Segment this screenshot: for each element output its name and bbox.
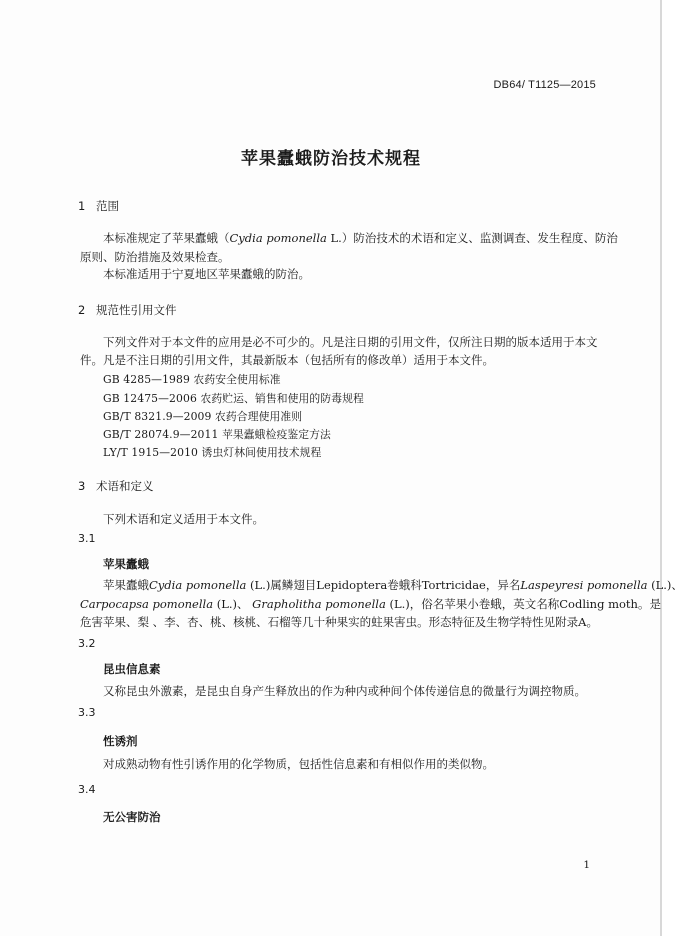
species-name: Cydia pomonella xyxy=(149,578,247,592)
text-span: 本标准规定了苹果蠹蛾（ xyxy=(103,231,230,245)
page-number: 1 xyxy=(583,859,590,871)
text-span: L.）防治技术的术语和定义、监测调查、发生程度、防治 xyxy=(326,231,618,245)
term-3-1-def-line2 xyxy=(80,595,661,614)
term-title: 苹果蠹蛾 xyxy=(103,557,149,571)
normative-intro-line1: 下列文件对于本文件的应用是必不可少的。凡是注日期的引用文件，仅所注日期的版本适用于本文 xyxy=(103,335,598,349)
reference-item: GB 12475—2006 农药贮运、销售和使用的防毒规程 xyxy=(103,392,364,405)
scope-paragraph-line1 xyxy=(103,229,618,248)
term-3-2-definition: 又称昆虫外激素，是昆虫自身产生释放出的作为种内或种间个体传递信息的微量行为调控物质。 xyxy=(103,684,586,698)
subsection-3-1-number: 3.1 xyxy=(78,532,96,545)
normative-intro-line2: 件。凡是不注日期的引用文件，其最新版本（包括所有的修改单）适用于本文件。 xyxy=(80,353,494,367)
section-title: 规范性引用文件 xyxy=(96,303,177,317)
section-number: 2 xyxy=(78,303,86,317)
species-name: Laspeyresi pomonella xyxy=(520,578,648,592)
term-3-3-definition: 对成熟动物有性引诱作用的化学物质，包括性信息素和有相似作用的类似物。 xyxy=(103,757,494,771)
section-3-heading xyxy=(78,478,154,494)
text-span: 苹果蠹蛾 xyxy=(103,578,149,592)
species-name: Carpocapsa pomonella xyxy=(80,597,214,611)
text-span: (L.)、 xyxy=(213,597,253,611)
subsection-3-3-number: 3.3 xyxy=(78,706,96,719)
term-title: 昆虫信息素 xyxy=(103,662,161,676)
terms-intro: 下列术语和定义适用于本文件。 xyxy=(103,512,264,526)
reference-item: GB/T 8321.9—2009 农药合理使用准则 xyxy=(103,410,303,423)
reference-item: GB 4285—1989 农药安全使用标准 xyxy=(103,373,281,386)
scope-paragraph-2: 本标准适用于宁夏地区苹果蠹蛾的防治。 xyxy=(103,267,310,281)
text-span: (L.)属鳞翅目Lepidoptera卷蛾科Tortricidae，异名 xyxy=(246,578,521,592)
section-2-heading xyxy=(78,302,177,318)
subsection-3-2-number: 3.2 xyxy=(78,637,96,650)
section-number: 3 xyxy=(78,479,86,493)
species-name: Grapholitha pomonella xyxy=(252,597,386,611)
reference-item: LY/T 1915—2010 诱虫灯林间使用技术规程 xyxy=(103,446,322,459)
term-3-1-def-line3: 危害苹果、梨 、李、杏、桃、核桃、石榴等几十种果实的蛀果害虫。形态特征及生物学特性见附录A。 xyxy=(80,615,598,629)
section-1-heading xyxy=(78,198,119,214)
section-number: 1 xyxy=(78,199,86,213)
species-name: Cydia pomonella xyxy=(229,231,327,245)
subsection-3-4-number: 3.4 xyxy=(78,783,96,796)
term-title: 性诱剂 xyxy=(103,734,138,748)
standard-code: DB64/ T1125—2015 xyxy=(493,79,596,91)
scope-paragraph-line2: 原则、防治措施及效果检查。 xyxy=(80,250,230,264)
term-3-1-def-line1 xyxy=(103,576,683,595)
text-span: (L.)、 xyxy=(647,578,683,592)
reference-item: GB/T 28074.9—2011 苹果蠹蛾检疫鉴定方法 xyxy=(103,428,331,441)
section-title: 范围 xyxy=(96,199,119,213)
term-title: 无公害防治 xyxy=(103,810,161,824)
document-title: 苹果蠹蛾防治技术规程 xyxy=(241,149,421,169)
section-title: 术语和定义 xyxy=(96,479,154,493)
text-span: (L.)，俗名苹果小卷蛾，英文名称Codling moth。是 xyxy=(385,597,661,611)
